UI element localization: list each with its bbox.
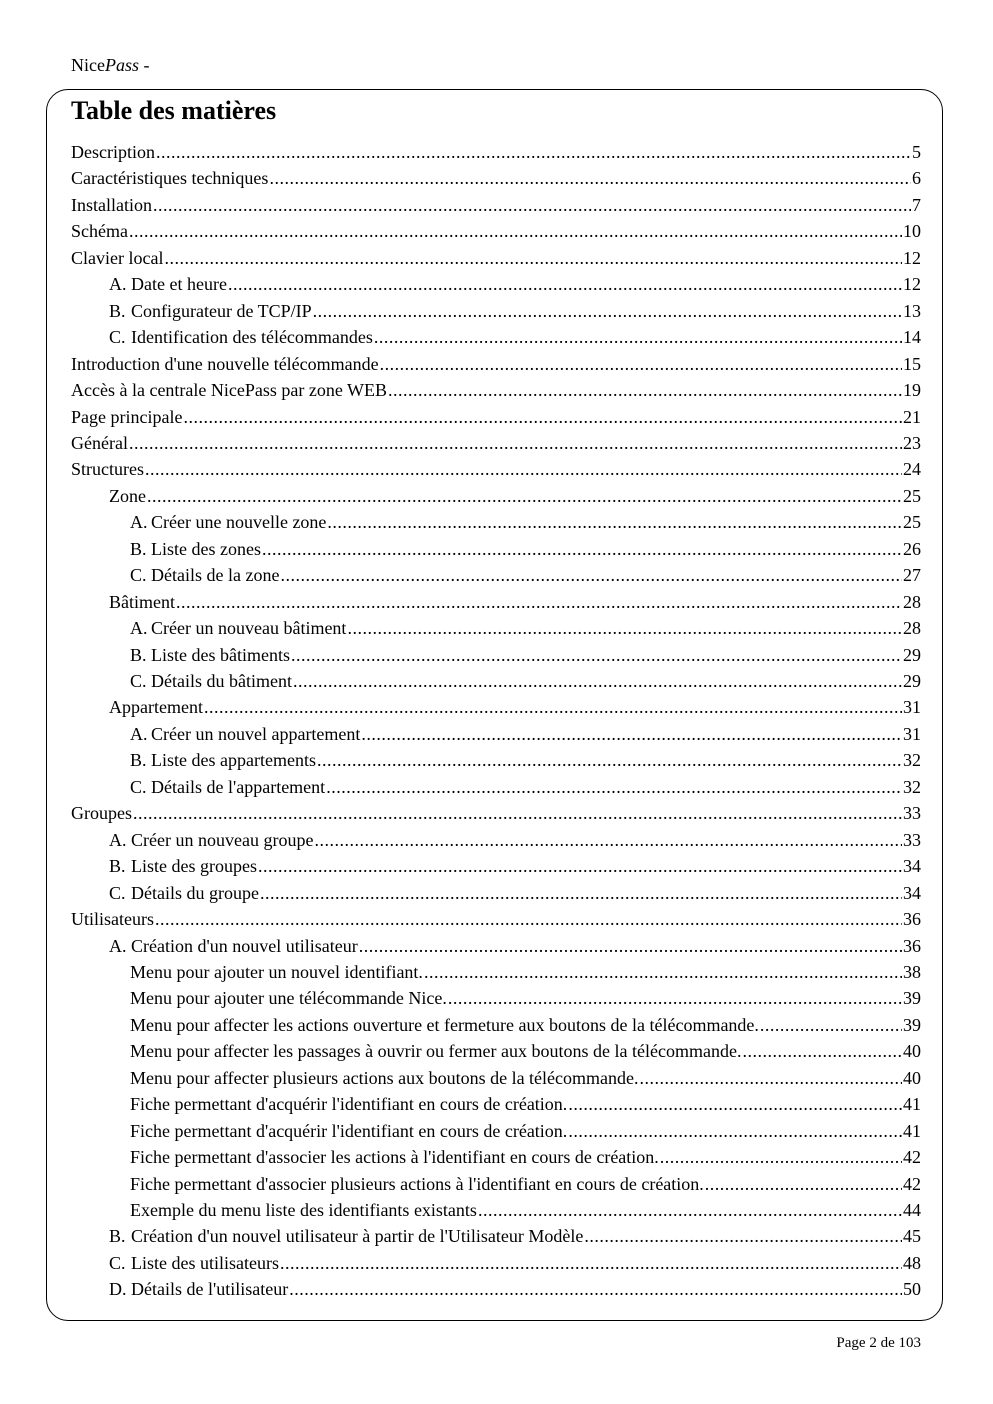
page-number: Page 2 de 103 [836,1335,921,1351]
toc-entry[interactable] [109,298,921,324]
toc-entry-letter: B. [130,644,147,665]
toc-entry-text: Installation [71,194,152,215]
toc-entry[interactable] [109,271,921,297]
toc-entry-text: Créer un nouveau groupe [131,829,314,850]
toc-entry-page: 48 [903,1252,921,1273]
toc-entry-page: 36 [903,909,921,930]
toc-entry[interactable] [109,827,921,853]
toc-entry[interactable] [130,509,921,535]
toc-entry-letter: C. [109,1252,126,1273]
toc-entry-label [130,1171,704,1197]
toc-entry-letter: C. [130,671,147,691]
toc-entry[interactable] [71,430,921,456]
toc-entry-page: 33 [903,803,921,824]
toc-entry[interactable] [71,456,921,482]
toc-leader-dots [584,1223,902,1249]
toc-entry-page: 23 [903,432,921,453]
toc-entry[interactable] [130,1118,921,1144]
toc-leader-dots [314,827,902,853]
toc-entry-page: 14 [903,327,921,348]
toc-leader-dots [742,1038,902,1064]
toc-entry-label [130,1118,567,1144]
toc-entry-label [130,774,325,800]
toc-entry-label [71,800,132,826]
toc-entry-page: 13 [903,300,921,321]
toc-entry-letter: C. [130,565,147,586]
toc-entry-text: Bâtiment [109,591,175,612]
toc-entry-letter: B. [109,300,126,321]
toc-entry[interactable] [130,747,921,773]
toc-entry[interactable] [109,694,921,720]
toc-leader-dots [347,615,902,641]
toc-leader-dots [258,853,902,879]
toc-entry-page: 10 [903,221,921,242]
toc-entry[interactable] [130,1038,921,1064]
toc-leader-dots [147,483,902,509]
toc-entry[interactable] [71,351,921,377]
toc-entry[interactable] [130,1091,921,1117]
toc-entry-text: Détails du bâtiment [151,671,292,691]
toc-entry[interactable] [130,562,921,588]
toc-entry-letter: B. [130,538,147,559]
toc-leader-dots [640,1065,902,1091]
toc-entry[interactable] [109,1250,921,1276]
toc-entry-page: 24 [903,459,921,480]
toc-entry-label [71,430,128,456]
toc-entry-text: Détails de l'appartement [151,776,326,797]
toc-entry-page: 40 [903,1067,921,1088]
toc-entry[interactable] [130,1197,921,1223]
toc-entry-page: 25 [903,485,921,506]
toc-entry-page: 50 [903,1279,921,1300]
toc-entry-label [71,377,387,403]
header-suffix: - [139,55,150,75]
toc-title: Table des matières [71,96,277,125]
toc-leader-dots [359,933,902,959]
toc-leader-dots [262,536,902,562]
toc-leader-dots [374,324,902,350]
toc-leader-dots [155,906,902,932]
toc-entry[interactable] [71,192,921,218]
toc-entry-label [130,747,316,773]
toc-leader-dots [705,1171,902,1197]
toc-entry-page: 7 [912,194,921,215]
toc-leader-dots [269,165,911,191]
toc-entry-text: Accès à la centrale NicePass par zone WEB [71,380,388,401]
toc-leader-dots [660,1144,902,1170]
toc-entry-text: Détails du groupe [131,882,259,903]
toc-leader-dots [156,139,911,165]
toc-entry[interactable] [71,377,921,403]
toc-entry[interactable] [109,933,921,959]
toc-leader-dots [291,642,902,668]
toc-entry-page: 5 [912,142,921,162]
toc-leader-dots [326,774,902,800]
toc-entry-label [109,827,313,853]
toc-entry[interactable] [130,668,921,694]
toc-entry-page: 28 [903,618,921,639]
toc-entry-letter: A. [109,935,127,956]
toc-entry-page: 42 [903,1173,921,1194]
toc-entry-letter: B. [109,1226,126,1247]
toc-entry[interactable] [130,1012,921,1038]
toc-entry-page: 42 [903,1147,921,1168]
toc-entry-label [130,509,326,535]
toc-entry-label [109,1250,279,1276]
toc-entry-text: Schéma [71,221,128,242]
toc-entry-letter: D. [109,1279,127,1300]
toc-entry-page: 33 [903,829,921,850]
toc-entry-page: 27 [903,565,921,586]
toc-entry-letter: C. [109,327,126,348]
toc-entry-page: 41 [903,1094,921,1115]
toc-entry-text: Introduction d'une nouvelle télécommande [71,353,379,374]
toc-entry-label [71,192,152,218]
toc-entry-label [130,536,261,562]
toc-leader-dots [176,589,902,615]
toc-entry-text: Liste des appartements [151,750,316,771]
toc-entry-label [71,906,154,932]
toc-entry-letter: A. [130,512,148,533]
toc-entry-page: 32 [903,750,921,771]
toc-entry-text: Identification des télécommandes [131,327,373,348]
toc-entry-label [109,880,259,906]
toc-entry-text: Menu pour affecter les passages à ouvrir ou fermer aux boutons de la télécommande. [130,1041,742,1062]
toc-leader-dots [129,218,902,244]
toc-entry-text: Créer un nouveau bâtiment [151,618,347,639]
toc-entry-text: Création d'un nouvel utilisateur [131,935,358,956]
toc-entry-label [109,933,358,959]
toc-entry-label [71,139,155,165]
toc-entry[interactable] [71,906,921,932]
toc-entry[interactable] [130,1171,921,1197]
toc-entry[interactable] [109,324,921,350]
toc-entry-text: Liste des utilisateurs [131,1252,279,1273]
toc-entry-text: Groupes [71,803,132,824]
toc-entry-label [130,985,447,1011]
toc-leader-dots [448,985,902,1011]
toc-entry[interactable] [71,139,921,165]
toc-entry-page: 28 [903,591,921,612]
toc-entry-label [71,245,163,271]
toc-entry[interactable] [109,589,921,615]
toc-leader-dots [568,1091,902,1117]
toc-entry[interactable] [109,1276,921,1302]
header-italic: Pass [104,55,139,75]
toc-entry-text: Structures [71,459,144,480]
toc-entry-page: 36 [903,935,921,956]
toc-entry-text: Utilisateurs [71,909,154,930]
toc-entry-text: Fiche permettant d'acquérir l'identifiant en cours de création. [130,1120,568,1141]
toc-entry-label [109,1276,288,1302]
toc-entry-label [109,324,373,350]
header-prefix: Nice [71,55,105,75]
toc-entry-text: Menu pour affecter les actions ouverture et fermeture aux boutons de la télécommande. [130,1014,759,1035]
toc-entry-text: Créer un nouvel appartement [151,723,361,744]
toc-entry[interactable] [109,880,921,906]
toc-entry-label [130,1038,741,1064]
toc-entry-label [130,721,360,747]
toc-entry-text: Détails de l'utilisateur [131,1279,289,1300]
toc-entry-label [109,1223,583,1249]
toc-entry-page: 39 [903,988,921,1009]
toc-leader-dots [280,562,902,588]
toc-entry-text: Page principale [71,406,183,427]
toc-entry[interactable] [71,404,921,430]
toc-entry[interactable] [71,165,921,191]
toc-entry-label [130,1144,659,1170]
toc-entry-label [130,1091,567,1117]
toc-entry[interactable] [130,536,921,562]
toc-entry-letter: B. [130,750,147,771]
toc-entry-label [130,1012,759,1038]
toc-entry-text: Exemple du menu liste des identifiants existants [130,1200,477,1220]
toc-entry-page: 31 [903,697,921,718]
toc-entry-page: 34 [903,882,921,903]
toc-leader-dots [380,351,902,377]
toc-leader-dots [145,456,902,482]
toc-entry-label [130,1197,477,1223]
toc-entry-page: 26 [903,538,921,559]
toc-leader-dots [183,404,902,430]
toc-entry-text: Fiche permettant d'associer plusieurs actions à l'identifiant en cours de création. [130,1173,704,1194]
toc-entry-letter: A. [130,723,148,744]
toc-entry-letter: C. [109,882,126,903]
toc-entry[interactable] [130,774,921,800]
toc-entry-label [130,615,346,641]
toc-entry-text: Clavier local [71,247,164,268]
toc-entry-text: Date et heure [131,274,227,295]
toc-entry-label [130,562,279,588]
toc-entry[interactable] [130,1065,921,1091]
toc-entry-text: Liste des zones [151,538,261,559]
toc-leader-dots [293,668,902,694]
toc-entry-page: 34 [903,856,921,877]
toc-entry-text: Caractéristiques techniques [71,168,269,189]
toc-entry-letter: B. [109,856,126,877]
toc-leader-dots [228,271,902,297]
toc-entry[interactable] [130,985,921,1011]
toc-entry-page: 31 [903,723,921,744]
toc-entry[interactable] [130,615,921,641]
toc-entry-label [109,271,227,297]
toc-leader-dots [129,430,902,456]
toc-entry[interactable] [130,1144,921,1170]
toc-entry-label [130,642,290,668]
toc-entry-label [130,959,423,985]
toc-entry-page: 12 [903,247,921,268]
toc-entry-text: Configurateur de TCP/IP [131,300,312,321]
toc-entry-label [71,456,144,482]
toc-entry-page: 25 [903,512,921,533]
toc-entry-text: Fiche permettant d'acquérir l'identifiant en cours de création. [130,1094,568,1115]
toc-entry-letter: A. [109,274,127,295]
toc-leader-dots [388,377,902,403]
toc-entry[interactable] [71,800,921,826]
toc-entry-text: Menu pour ajouter un nouvel identifiant. [130,961,423,982]
toc-leader-dots [424,959,902,985]
toc-entry-label [109,694,203,720]
toc-leader-dots [317,747,902,773]
toc-entry-letter: C. [130,776,147,797]
toc-entry-page: 29 [903,671,921,691]
toc-entry-label [109,483,146,509]
toc-entry-text: Création d'un nouvel utilisateur à partir de l'Utilisateur Modèle [131,1226,584,1247]
toc-leader-dots [313,298,902,324]
toc-leader-dots [327,509,902,535]
toc-entry-letter: A. [109,829,127,850]
toc-entry[interactable] [71,245,921,271]
toc-entry-label [130,668,292,694]
toc-entry-text: Menu pour ajouter une télécommande Nice. [130,988,447,1009]
toc-leader-dots [260,880,902,906]
toc-leader-dots [760,1012,902,1038]
toc-entry-text: Zone [109,485,146,506]
toc-leader-dots [280,1250,902,1276]
toc-entry-page: 15 [903,353,921,374]
toc-entry-text: Fiche permettant d'associer les actions à l'identifiant en cours de création. [130,1147,659,1168]
toc-leader-dots [478,1197,902,1223]
toc-entry[interactable] [109,853,921,879]
toc-entry-page: 21 [903,406,921,427]
toc-entry[interactable] [109,483,921,509]
toc-entry-label [130,1065,639,1091]
toc-entry[interactable] [130,721,921,747]
toc-leader-dots [204,694,902,720]
toc-entry-page: 29 [903,644,921,665]
toc-entry-text: Général [71,432,128,453]
toc-entry-label [71,218,128,244]
toc-entry-label [71,351,379,377]
toc-entry[interactable] [130,642,921,668]
toc-leader-dots [361,721,902,747]
toc-leader-dots [133,800,902,826]
page-header [71,54,150,76]
toc-entry-page: 32 [903,776,921,797]
toc-entry-page: 12 [903,274,921,295]
toc-entry-label [109,589,175,615]
toc-entry-label [71,404,182,430]
toc-entry[interactable] [130,959,921,985]
toc-entry-page: 19 [903,380,921,401]
toc-entry-page: 38 [903,961,921,982]
toc-entry[interactable] [71,218,921,244]
toc-entry-page: 39 [903,1014,921,1035]
toc-entry-page: 44 [903,1200,921,1220]
toc-entry-label [109,853,257,879]
toc-entry-text: Liste des bâtiments [151,644,290,665]
toc-entry-text: Appartement [109,697,203,718]
toc-entry-page: 41 [903,1120,921,1141]
toc-entry-label [71,165,268,191]
toc-leader-dots [164,245,902,271]
toc-entry[interactable] [109,1223,921,1249]
toc-entry-text: Détails de la zone [151,565,280,586]
toc-entry-text: Liste des groupes [131,856,257,877]
toc-entry-text: Description [71,142,155,162]
toc-entry-page: 40 [903,1041,921,1062]
toc-entry-page: 45 [903,1226,921,1247]
toc-entry-letter: A. [130,618,148,639]
toc-entry-label [109,298,312,324]
toc-leader-dots [153,192,911,218]
toc-leader-dots [289,1276,902,1302]
toc-entry-text: Menu pour affecter plusieurs actions aux boutons de la télécommande. [130,1067,639,1088]
toc-leader-dots [568,1118,902,1144]
toc-entry-text: Créer une nouvelle zone [151,512,327,533]
toc-entry-page: 6 [912,168,921,189]
